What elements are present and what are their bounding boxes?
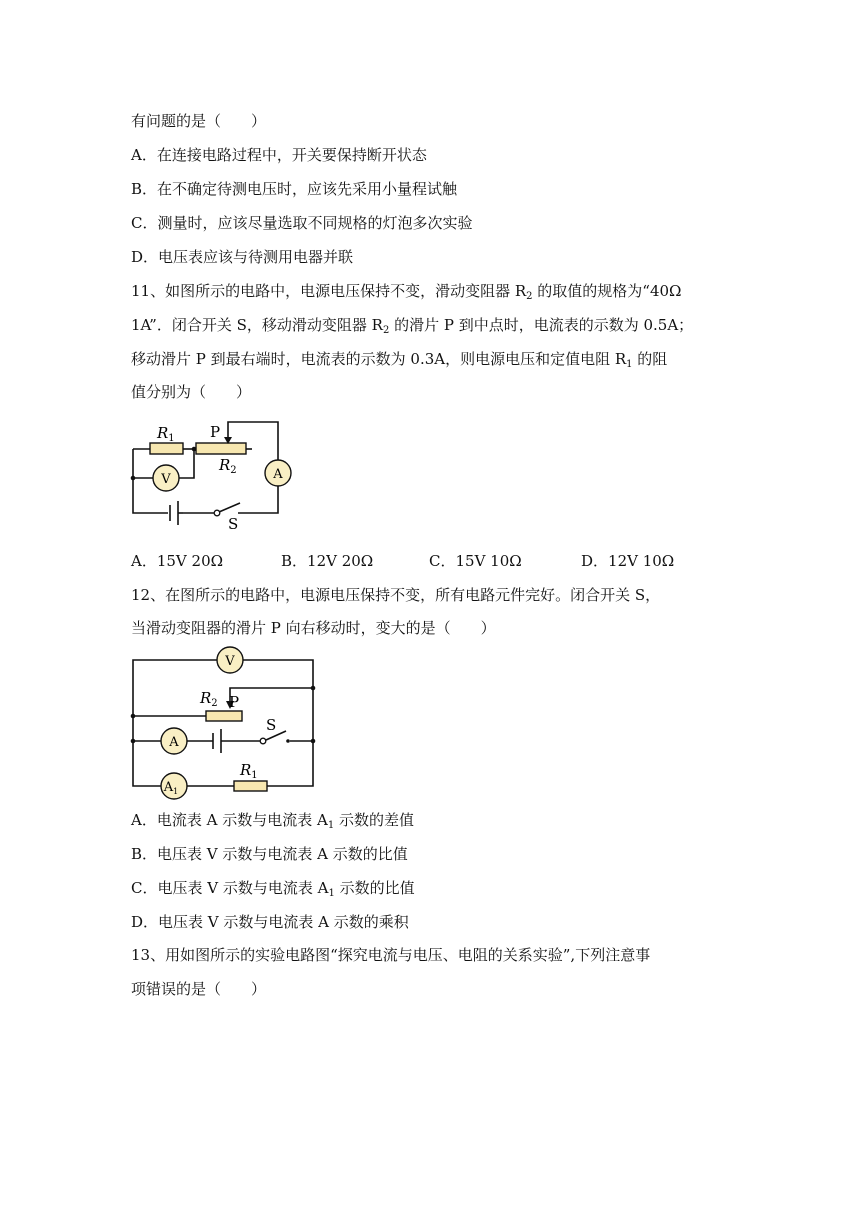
q12-stem-line-1: 12、在图所示的电路中，电源电压保持不变，所有电路元件完好。闭合开关 S， [131, 586, 661, 604]
q12-option-d: D．电压表 V 示数与电流表 A 示数的乘积 [131, 913, 409, 931]
q10-stem-tail: 有问题的是（ ） [131, 112, 267, 130]
q13-stem-line-1: 13、用如图所示的实验电路图“探究电流与电压、电阻的关系实验”,下列注意事 [131, 946, 651, 964]
q11-stem-line-4: 值分别为（ ） [131, 383, 252, 401]
q11-label-p: P [210, 423, 221, 441]
q11-stem-line-2: 1A”．闭合开关 S，移动滑动变阻器 $R_2$ 的滑片 P 到中点时，电流表的示数为 0.5A； [131, 316, 694, 336]
q11-option-d: D．12V 10Ω [581, 552, 675, 570]
q12-label-a1: $A_1$ [163, 780, 179, 796]
q12-switch [260, 738, 266, 744]
q11-option-a: A．15V 20Ω [131, 552, 224, 570]
q12-resistor-r2 [206, 711, 242, 721]
q12-option-a: A．电流表 A 示数与电流表 $A_1$ 示数的差值 [131, 811, 414, 831]
q11-option-c: C．15V 10Ω [429, 552, 522, 570]
q11-label-v: V [161, 472, 171, 487]
q11-label-s: S [228, 515, 239, 533]
q12-label-r2: $R_2$ [200, 689, 218, 709]
q12-stem-line-2: 当滑动变阻器的滑片 P 向右移动时，变大的是（ ） [131, 619, 496, 637]
q12-option-b: B．电压表 V 示数与电流表 A 示数的比值 [131, 845, 408, 863]
q12-label-v: V [225, 654, 235, 669]
q12-label-r1: $R_1$ [240, 761, 258, 781]
q11-option-b: B．12V 20Ω [281, 552, 374, 570]
q12-resistor-r1 [234, 781, 267, 791]
q10-option-b: B．在不确定待测电压时，应该先采用小量程试触 [131, 180, 458, 198]
q12-label-p: P [229, 693, 240, 711]
q12-label-a: A [169, 735, 179, 750]
q10-option-c: C．测量时，应该尽量选取不同规格的灯泡多次实验 [131, 214, 473, 232]
q11-stem-line-1: 11、如图所示的电路中，电源电压保持不变，滑动变阻器 $R_2$ 的取值的规格为“40Ω [131, 282, 682, 302]
q11-label-r1: $R_1$ [157, 424, 175, 444]
q10-option-d: D．电压表应该与待测用电器并联 [131, 248, 354, 266]
q10-option-a: A．在连接电路过程中，开关要保持断开状态 [131, 146, 427, 164]
q12-label-s: S [266, 716, 277, 734]
q11-label-a: A [273, 467, 283, 482]
q12-option-c: C．电压表 V 示数与电流表 $A_1$ 示数的比值 [131, 879, 415, 899]
q11-stem-line-3: 移动滑片 P 到最右端时，电流表的示数为 0.3A，则电源电压和定值电阻 $R_1$ 的阻 [131, 350, 668, 370]
q13-stem-line-2: 项错误的是（ ） [131, 980, 267, 998]
q11-label-r2: $R_2$ [219, 456, 237, 476]
